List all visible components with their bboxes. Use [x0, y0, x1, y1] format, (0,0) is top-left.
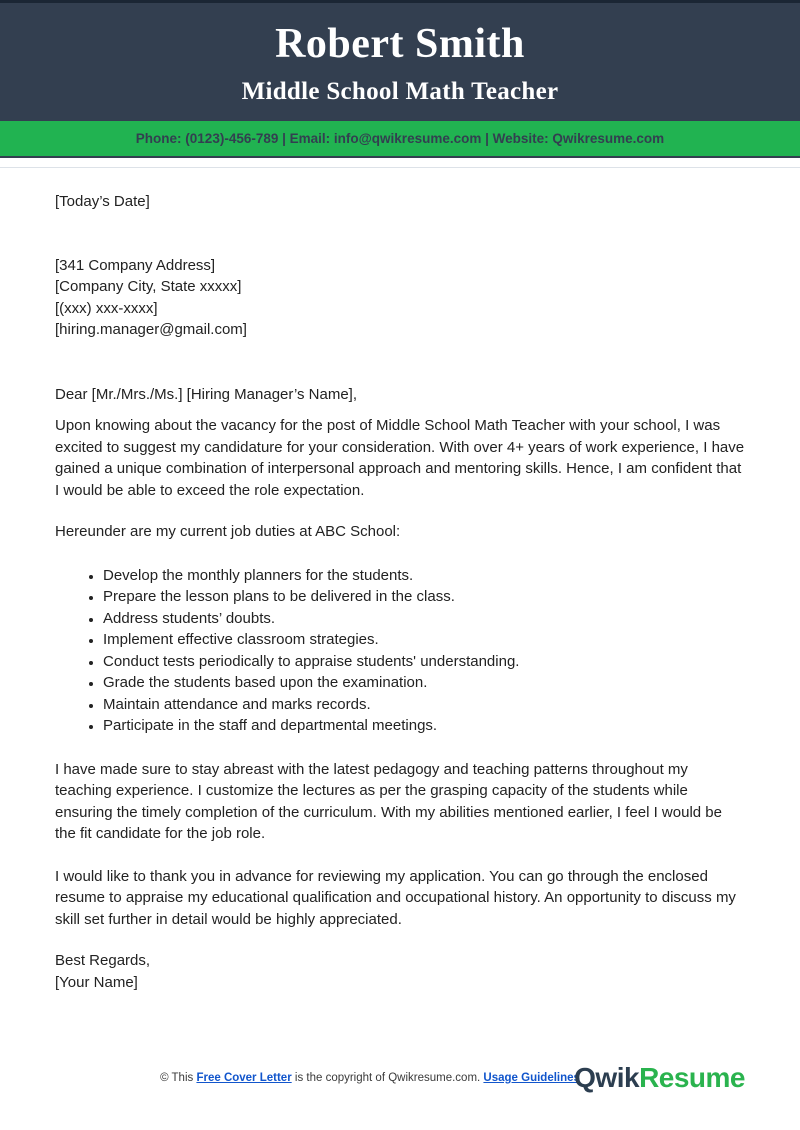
- logo-resume-text: Resume: [639, 1062, 745, 1093]
- contact-bar: [0, 121, 800, 158]
- candidate-name: Robert Smith: [275, 21, 525, 67]
- contact-line: Phone: (0123)-456-789 | Email: info@qwikresume.com | Website: Qwikresume.com: [135, 131, 665, 146]
- logo-qwik-text: Qwik: [574, 1062, 640, 1093]
- copyright-middle: is the copyright of Qwikresume.com.: [291, 1072, 484, 1084]
- free-cover-letter-link[interactable]: Free Cover Letter: [196, 1072, 292, 1084]
- address-line: [hiring.manager@gmail.com]: [55, 321, 247, 338]
- thanks-paragraph: I would like to thank you in advance for reviewing my application. You can go through the enclosed resume to appraise my educational qualification and occupational history. An opportunity to discuss my skill set further in detail would be highly appreciated.: [55, 867, 736, 928]
- address-line: [Company City, State xxxxx]: [55, 278, 242, 295]
- copyright-line: [160, 1072, 580, 1084]
- letter-body: [0, 191, 800, 993]
- salutation: Dear [Mr./Mrs./Ms.] [Hiring Manager’s Name],: [55, 385, 358, 403]
- address-line: [(xxx) xxx-xxxx]: [55, 299, 158, 317]
- divider-line: [0, 167, 800, 168]
- qwikresume-logo[interactable]: [574, 1062, 745, 1094]
- duty-item: • Address students’ doubts.: [103, 608, 745, 630]
- duties-list: [55, 565, 745, 737]
- usage-guidelines-link[interactable]: Usage Guidelines: [483, 1072, 580, 1084]
- copyright-prefix: © This: [160, 1072, 197, 1084]
- duty-item: • Prepare the lesson plans to be delivered in the class.: [103, 586, 745, 608]
- duties-intro: Hereunder are my current job duties at ABC School:: [55, 523, 401, 540]
- experience-paragraph: I have made sure to stay abreast with the latest pedagogy and teaching patterns throughout my teaching experience. I customize the lectures as per the grasping capacity of the students while ensuring the timely completion of the curriculum. With my abilities mentioned earlier, I feel I would be the fit candidate for the job role.: [55, 760, 722, 842]
- intro-paragraph: Upon knowing about the vacancy for the post of Middle School Math Teacher with your school, I was excited to suggest my candidature for your consideration. With over 4+ years of work experience, I have gained a unique combination of interpersonal approach and mentoring skills. Hence, I am confident that I would be able to exceed the role expectation.: [55, 417, 745, 499]
- header-banner: [0, 0, 800, 121]
- duty-item: • Implement effective classroom strategies.: [103, 629, 745, 651]
- candidate-job-title: Middle School Math Teacher: [241, 78, 559, 105]
- address-line: [341 Company Address]: [55, 256, 216, 274]
- closing-block: [55, 950, 745, 993]
- letter-date: [Today’s Date]: [55, 193, 150, 210]
- signature-name: [Your Name]: [55, 973, 138, 991]
- duty-item: • Grade the students based upon the examination.: [103, 672, 745, 694]
- duty-item: • Participate in the staff and departmental meetings.: [103, 715, 745, 737]
- recipient-address-block: [55, 255, 745, 341]
- footer: [0, 1062, 800, 1102]
- duty-item: • Maintain attendance and marks records.: [103, 694, 745, 716]
- closing-line: Best Regards,: [55, 952, 151, 969]
- duty-item: • Conduct tests periodically to appraise students' understanding.: [103, 651, 745, 673]
- duty-item: • Develop the monthly planners for the students.: [103, 565, 745, 587]
